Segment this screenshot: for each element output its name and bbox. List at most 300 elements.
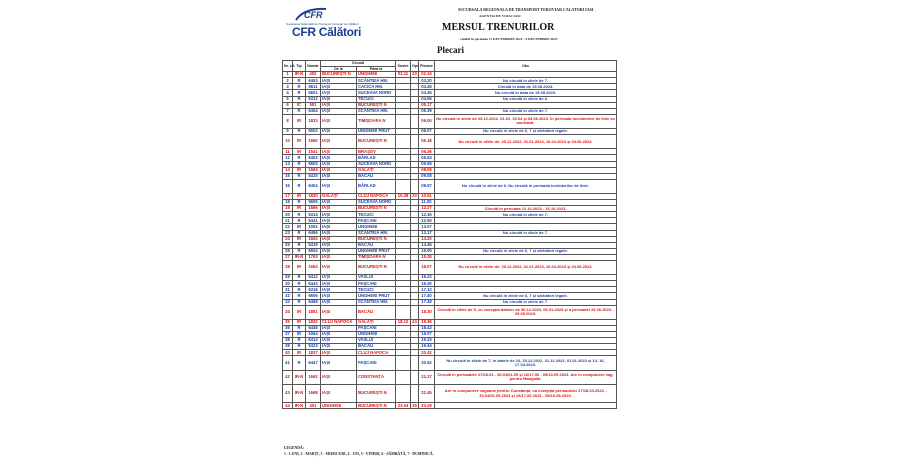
stop-duration [411, 114, 419, 128]
to-station: CLUJ NAPOCA [357, 193, 396, 199]
timetable-page [282, 0, 618, 474]
from-station: IAȘI [321, 78, 357, 84]
col-de-la: De la [321, 66, 357, 72]
row-number: 36 [283, 325, 293, 331]
train-number: 6441 [306, 218, 321, 224]
col-tip: Tip [293, 61, 306, 72]
from-station: IAȘI [321, 350, 357, 356]
to-station: PAȘCANI [357, 356, 396, 370]
row-number: 35 [283, 319, 293, 325]
train-number: 402 [306, 72, 321, 78]
from-station: BUCUREȘTI N [321, 72, 357, 78]
table-row [283, 261, 617, 275]
row-number: 42 [283, 370, 293, 384]
departure-time: 17.12 [419, 287, 435, 293]
row-number: 5 [283, 96, 293, 102]
table-row [283, 305, 617, 319]
col-nr: Nr. crt. [283, 61, 293, 72]
stop-duration: 24 [412, 319, 417, 325]
from-station: GALAȚI [321, 193, 357, 199]
stop-duration [411, 261, 419, 275]
from-station: IAȘI [321, 344, 357, 350]
departure-time: 17.40 [419, 293, 435, 299]
departure-time: 04.55 [419, 96, 435, 102]
remarks [435, 403, 617, 409]
table-row [283, 384, 617, 403]
to-station: PAȘCANI [357, 281, 396, 287]
row-number: 43 [283, 384, 293, 403]
remarks: Nu circulă în zilele de 6, 7 și sărbători legale. [435, 129, 617, 135]
row-number: 31 [283, 287, 293, 293]
row-number: 29 [283, 275, 293, 281]
train-number: 1830 [306, 193, 321, 199]
row-number: 24 [283, 236, 293, 242]
departure-time: 18.43 [419, 325, 435, 331]
train-number: 1062 [306, 224, 321, 230]
departure-time: 23.29 [419, 403, 435, 409]
train-number: 1664 [306, 261, 321, 275]
row-number: 14 [283, 167, 293, 173]
remarks: Nu circulă în zilele de: 25.12.2022, 01.01.2023, 16.04.2023 și 04.06.2023. [435, 261, 617, 275]
to-station: UNGHENI PRUT [357, 293, 396, 299]
departure-time: 05.17 [419, 102, 435, 108]
train-number: 5423 [306, 344, 321, 350]
row-number: 40 [283, 350, 293, 356]
from-station: IAȘI [321, 275, 357, 281]
to-station: UNGHENI [357, 224, 396, 230]
train-number: 6316 [306, 287, 321, 293]
train-type: R [293, 293, 306, 299]
to-station: GALAȚI [357, 319, 396, 325]
train-type: IR [293, 332, 306, 338]
table-row [283, 179, 617, 193]
from-station: IAȘI [321, 305, 357, 319]
from-station: IAȘI [321, 206, 357, 212]
row-number: 17 [283, 193, 293, 199]
row-number: 37 [283, 332, 293, 338]
remarks: Nu circulă în zilele de 7. [435, 230, 617, 236]
from-station: UNGHENI [321, 403, 357, 409]
departure-time: 10.51 [419, 193, 435, 199]
row-number: 12 [283, 155, 293, 161]
departure-time: 20.52 [419, 356, 435, 370]
to-station: SCÂNTEIA HM. [357, 299, 396, 305]
arrival-time [396, 135, 411, 149]
train-type: R [293, 344, 306, 350]
from-station: IAȘI [321, 230, 357, 236]
table-row [283, 135, 617, 149]
departure-time: 06.36 [419, 149, 435, 155]
remarks: Nu circulă în zilele de 7. [435, 299, 617, 305]
departure-time: 15.35 [419, 254, 435, 260]
to-station: TECUCI [357, 212, 396, 218]
page-title: MERSUL TRENURILOR [442, 22, 555, 33]
train-type: IR [293, 167, 306, 173]
cfr-logo-icon [294, 6, 328, 22]
departure-time: 19.44 [419, 344, 435, 350]
train-type: R [293, 275, 306, 281]
train-type: IR-N [293, 72, 306, 78]
train-type: IR-N [293, 370, 306, 384]
row-number: 44 [283, 403, 293, 409]
legend-text: 1 - LUNI, 2 - MARȚI, 3 - MIERCURI, 4 - JOI, 5 - VINERI, 6 - SÂMBĂTĂ, 7 - DUMINICĂ. [284, 452, 434, 456]
train-number: 1660 [306, 135, 321, 149]
table-row [283, 403, 617, 409]
from-station: IAȘI [321, 200, 357, 206]
to-station: BACĂU [357, 242, 396, 248]
row-number: 6 [283, 102, 293, 108]
train-type: R [293, 155, 306, 161]
org-name: SUCURSALA REGIONALA DE TRANSPORT FEROVIAR CALATORI IASI [458, 7, 594, 12]
arrival-time [396, 261, 411, 275]
departure-time: 11.00 [419, 200, 435, 206]
train-number: 1668 [306, 384, 321, 403]
from-station: IAȘI [321, 293, 357, 299]
train-number: 6458 [306, 299, 321, 305]
train-type: IR-N [293, 384, 306, 403]
train-number: 1662 [306, 370, 321, 384]
to-station: UNGHENI [357, 72, 396, 78]
departure-time: 18.36 [419, 319, 435, 325]
row-number: 32 [283, 293, 293, 299]
arrival-time: 23.04 [396, 403, 411, 409]
train-type: IC [293, 102, 306, 108]
remarks: Nu circulă în zilele de 7. [435, 212, 617, 218]
row-number: 28 [283, 261, 293, 275]
row-number: 26 [283, 248, 293, 254]
validity-period: valabil în perioada 11 DECEMBRIE 2022 - 9 DECEMBRIE 2023 [460, 37, 558, 41]
departure-time: 04.45 [419, 90, 435, 96]
train-type: R [293, 179, 306, 193]
remarks: Nu circulă în zilele de 7, în datele de 24, 25.12.2022, 31.12.2022, 01.01.2023 și 14, 16, 17.04.2023. [435, 356, 617, 370]
col-opr: Opr. [411, 61, 419, 72]
to-station: UNGHENI [357, 332, 396, 338]
stop-duration: 25 [412, 402, 417, 408]
departure-time: 16.22 [419, 275, 435, 281]
train-number: 6453 [306, 78, 321, 84]
from-station: IAȘI [321, 179, 357, 193]
train-number: 1666 [306, 206, 321, 212]
from-station: IAȘI [321, 161, 357, 167]
to-station: BUCUREȘTI N [357, 384, 396, 403]
train-type: R [293, 242, 306, 248]
train-type: R [293, 78, 306, 84]
to-station: UNGHENI PRUT [357, 248, 396, 254]
train-number: 5611 [306, 84, 321, 90]
departure-time: 13.17 [419, 230, 435, 236]
departure-time: 21.27 [419, 370, 435, 384]
train-type: R [293, 299, 306, 305]
departure-time: 06.55 [419, 161, 435, 167]
row-number: 38 [283, 338, 293, 344]
remarks: Nu circulă în zilele de: 25.12.2022, 01.01.2023, 16.04.2023 și 04.06.2023. [435, 135, 617, 149]
to-station: PAȘCANI [357, 218, 396, 224]
train-number: 551 [306, 102, 321, 108]
train-type: R [293, 129, 306, 135]
row-number: 2 [283, 78, 293, 84]
departures-table [282, 60, 617, 409]
train-number: 6445 [306, 325, 321, 331]
from-station: IAȘI [321, 224, 357, 230]
departure-time: 09.08 [419, 173, 435, 179]
to-station: CACICA HM. [357, 84, 396, 90]
departure-time: 14.45 [419, 242, 435, 248]
to-station: BUCUREȘTI N [357, 135, 396, 149]
to-station: BACĂU [357, 344, 396, 350]
departure-time: 12.50 [419, 218, 435, 224]
from-station: IAȘI [321, 254, 357, 260]
to-station: SUCEAVA NORD [357, 90, 396, 96]
remarks: Nu circulă în zilele de 25.12.2022, 01.01, 16.04 și 04.06.2023. În perioada închiderilor de linie se anulează. [435, 114, 617, 128]
row-number: 15 [283, 173, 293, 179]
arrival-time [396, 370, 411, 384]
row-number: 11 [283, 149, 293, 155]
to-station: BACĂU [357, 173, 396, 179]
table-body [283, 72, 617, 409]
from-station: IAȘI [321, 114, 357, 128]
to-station: VASLUI [357, 275, 396, 281]
arrival-time [396, 114, 411, 128]
row-number: 23 [283, 230, 293, 236]
from-station: IAȘI [321, 173, 357, 179]
remarks: Circulă în perioada 12.10.2023 - 16.10.2023. [435, 206, 617, 212]
remarks: Nu circulă în zilele de 6, 7 și sărbători legale. [435, 293, 617, 299]
to-station: TECUCI [357, 96, 396, 102]
remarks: Nu circulă în zilele de 6, 7 și sărbători legale. [435, 248, 617, 254]
col-circula: Circulă [321, 61, 396, 67]
departure-time: 12.35 [419, 212, 435, 218]
from-station: IAȘI [321, 129, 357, 135]
row-number: 7 [283, 108, 293, 114]
section-title: Plecari [437, 45, 464, 55]
train-type: R [293, 200, 306, 206]
train-number: 6443 [306, 281, 321, 287]
departure-time: 13.07 [419, 224, 435, 230]
train-type: IR [293, 114, 306, 128]
departure-time: 19.07 [419, 332, 435, 338]
departure-time: 17.49 [419, 299, 435, 305]
train-type: IR [293, 149, 306, 155]
departure-time: 05.39 [419, 108, 435, 114]
row-number: 34 [283, 305, 293, 319]
row-number: 20 [283, 212, 293, 218]
row-number: 8 [283, 114, 293, 128]
to-station: GALAȚI [357, 167, 396, 173]
train-type: IR-N [293, 254, 306, 260]
row-number: 39 [283, 344, 293, 350]
train-type: R [293, 108, 306, 114]
stop-duration [411, 356, 419, 370]
row-number: 27 [283, 254, 293, 260]
train-type: IR [293, 261, 306, 275]
to-station: BUCUREȘTI N [357, 102, 396, 108]
departure-time: 04.45 [419, 84, 435, 90]
row-number: 21 [283, 218, 293, 224]
agency-name: AGENTIA DE VOIAJ IASI [479, 14, 521, 18]
row-number: 33 [283, 299, 293, 305]
departure-time: 20.42 [419, 350, 435, 356]
col-sosire: Sosire [396, 61, 411, 72]
row-number: 13 [283, 161, 293, 167]
from-station: IAȘI [321, 356, 357, 370]
train-number: 6402 [306, 155, 321, 161]
train-type: IR [293, 350, 306, 356]
remarks: Are în compunere vagoane pentru Constanța, cu excepția perioadelor 27/28.04.2023 - 30.04/01.05.2023 și 16/17.06.2023 - 09/10.09.2023. [435, 384, 617, 403]
train-number: 1837 [306, 350, 321, 356]
logo-brand: CFR Călători [292, 25, 362, 39]
to-station: BUCUREȘTI N [357, 261, 396, 275]
to-station: TECUCI [357, 287, 396, 293]
train-type: IR [293, 224, 306, 230]
row-number: 3 [283, 84, 293, 90]
departure-time: 08.09 [419, 167, 435, 173]
from-station: IAȘI [321, 242, 357, 248]
to-station: PAȘCANI [357, 325, 396, 331]
from-station: IAȘI [321, 332, 357, 338]
legend-title: LEGENDĂ: [284, 446, 305, 450]
departure-time: 19.33 [419, 338, 435, 344]
stop-duration [411, 305, 419, 319]
row-number: 22 [283, 224, 293, 230]
remarks: Circulă în data de 15.08.2023. [435, 84, 617, 90]
row-number: 41 [283, 356, 293, 370]
col-numar: Număr [306, 61, 321, 72]
train-number: 6404 [306, 179, 321, 193]
train-number: 6456 [306, 230, 321, 236]
train-number: 6504 [306, 248, 321, 254]
train-number: 1832 [306, 319, 321, 325]
arrival-time [396, 305, 411, 319]
remarks: Nu circulă în zilele de 7. [435, 78, 617, 84]
col-pana-la: Până la [357, 66, 396, 72]
row-number: 1 [283, 72, 293, 78]
departure-time: 02.34 [419, 72, 435, 78]
from-station: IAȘI [321, 370, 357, 384]
row-number: 9 [283, 129, 293, 135]
arrival-time: 10.28 [396, 193, 411, 199]
table-row [283, 370, 617, 384]
train-number: 6454 [306, 108, 321, 114]
col-plecare: Plecare [419, 61, 435, 72]
from-station: IAȘI [321, 155, 357, 161]
train-number: 1541 [306, 149, 321, 155]
arrival-time [396, 384, 411, 403]
train-type: R [293, 161, 306, 167]
train-number: 1662 [306, 236, 321, 242]
train-type: IR [293, 305, 306, 319]
table-row [283, 114, 617, 128]
departure-time: 06.53 [419, 155, 435, 161]
train-type: R [293, 96, 306, 102]
train-type: R [293, 248, 306, 254]
to-station: BÂRLAD [357, 155, 396, 161]
remarks: Circulă în zilele de 5, cu excepția datelor de 30.12.2022, 06.01.2023 și a perioadei 23.06.2023 - 29.09.2023. [435, 305, 617, 319]
row-number: 19 [283, 206, 293, 212]
svg-text:CFR: CFR [304, 10, 323, 20]
train-type: R [293, 356, 306, 370]
to-station: BUCUREȘTI N [357, 206, 396, 212]
from-station: IAȘI [321, 287, 357, 293]
from-station: IAȘI [321, 102, 357, 108]
from-station: IAȘI [321, 384, 357, 403]
stop-duration: 23 [412, 71, 417, 77]
departure-time: 06.00 [419, 114, 435, 128]
to-station: VASLUI [357, 338, 396, 344]
train-type: R [293, 218, 306, 224]
table-row [283, 356, 617, 370]
to-station: SUCEAVA NORD [357, 161, 396, 167]
from-station: CLUJ NAPOCA [321, 319, 357, 325]
remarks: Nu circulă în zilele de 7. [435, 108, 617, 114]
departure-time: 18.30 [419, 305, 435, 319]
departure-time: 14.20 [419, 236, 435, 242]
departure-time: 16.30 [419, 281, 435, 287]
row-number: 18 [283, 200, 293, 206]
train-number: 6414 [306, 338, 321, 344]
arrival-time [396, 356, 411, 370]
to-station: SUCEAVA NORD [357, 200, 396, 206]
train-type: IR [293, 236, 306, 242]
train-type: IR-N [293, 403, 306, 409]
to-station: SCÂNTEIA HM. [357, 78, 396, 84]
departure-time: 03.20 [419, 78, 435, 84]
col-obs: Obs [435, 61, 617, 72]
train-number: 1664 [306, 167, 321, 173]
train-type: IR [293, 135, 306, 149]
from-station: IAȘI [321, 149, 357, 155]
train-number: 1064 [306, 332, 321, 338]
to-station: CLUJ NAPOCA [357, 350, 396, 356]
to-station: BUCUREȘTI N [357, 403, 396, 409]
arrival-time: 02.11 [396, 72, 411, 78]
row-number: 30 [283, 281, 293, 287]
to-station: SCÂNTEIA HM. [357, 108, 396, 114]
to-station: BÂRLAD [357, 179, 396, 193]
train-type: R [293, 84, 306, 90]
train-type: R [293, 287, 306, 293]
from-station: IAȘI [321, 261, 357, 275]
row-number: 4 [283, 90, 293, 96]
train-number: 5601 [306, 90, 321, 96]
from-station: IAȘI [321, 212, 357, 218]
train-number: 6312 [306, 96, 321, 102]
to-station: CONSTANȚA [357, 370, 396, 384]
to-station: BRAȘOV [357, 149, 396, 155]
remarks: Nu circulă în data de 15.08.2023. [435, 90, 617, 96]
train-number: 6506 [306, 293, 321, 299]
train-number: 401 [306, 403, 321, 409]
arrival-time: 18.12 [396, 319, 411, 325]
from-station: IAȘI [321, 84, 357, 90]
from-station: IAȘI [321, 167, 357, 173]
remarks: Circulă în perioadele 27/28.04 - 30.04/01.05 și 16/17.06 - 09/10.09.2023. Are în compunere vag. pentru Mangalia. [435, 370, 617, 384]
row-number: 16 [283, 179, 293, 193]
train-number: 6502 [306, 129, 321, 135]
train-number: 1833 [306, 114, 321, 128]
stop-duration [411, 370, 419, 384]
train-number: 6314 [306, 212, 321, 218]
from-station: IAȘI [321, 218, 357, 224]
train-type: R [293, 281, 306, 287]
from-station: IAȘI [321, 236, 357, 242]
to-station: BUCUREȘTI N [357, 236, 396, 242]
from-station: IAȘI [321, 108, 357, 114]
train-type: IR [293, 319, 306, 325]
departure-time: 12.27 [419, 206, 435, 212]
logo-subtitle: Societatea Națională de Transport Feroviar de Călători [286, 22, 359, 26]
row-number: 25 [283, 242, 293, 248]
train-number: 5605 [306, 200, 321, 206]
